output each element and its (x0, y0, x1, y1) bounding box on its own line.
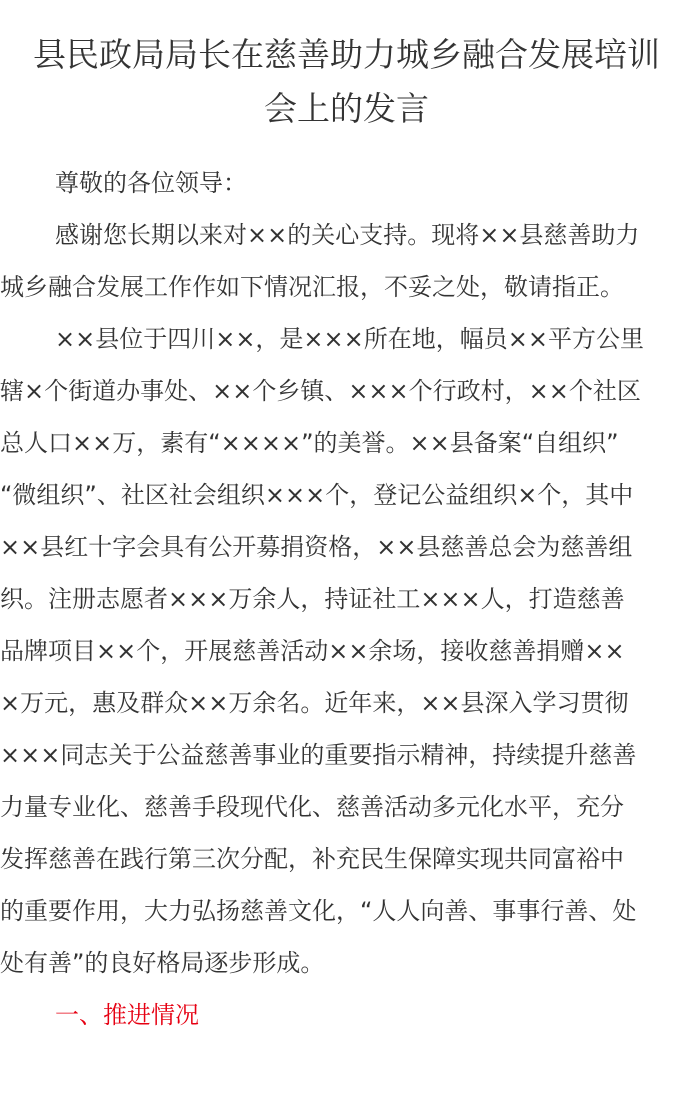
paragraph-2-line: “微组织”、社区社会组织×××个，登记公益组织×个，其中 (0, 481, 634, 509)
title-line-1: 县民政局局长在慈善助力城乡融合发展培训 (33, 35, 660, 74)
document-title (0, 28, 693, 136)
paragraph-2-line: 发挥慈善在践行第三次分配，补充民生保障实现共同富裕中 (0, 845, 624, 873)
document-body (0, 157, 693, 1041)
paragraph-2-line: ×万元，惠及群众××万余名。近年来，××县深入学习贯彻 (0, 689, 629, 717)
paragraph-2-line: 力量专业化、慈善手段现代化、慈善活动多元化水平，充分 (0, 793, 624, 821)
paragraph-2-line: ××县红十字会具有公开募捐资格，××县慈善总会为慈善组 (0, 533, 633, 561)
paragraph-2-line: ×××同志关于公益慈善事业的重要指示精神，持续提升慈善 (0, 741, 637, 769)
paragraph-2-line: 总人口××万，素有“××××”的美誉。××县备案“自组织” (0, 429, 619, 457)
title-line-2: 会上的发言 (264, 89, 429, 128)
paragraph-2-line: 辖×个街道办事处、××个乡镇、×××个行政村，××个社区 (0, 377, 641, 405)
paragraph-2-line: 的重要作用，大力弘扬慈善文化，“人人向善、事事行善、处 (0, 897, 637, 925)
paragraph-2-line: 织。注册志愿者×××万余人，持证社工×××人，打造慈善 (0, 585, 625, 613)
paragraph-1-line: 城乡融合发展工作作如下情况汇报，不妥之处，敬请指正。 (0, 273, 624, 301)
paragraph-1-line: 感谢您长期以来对××的关心支持。现将××县慈善助力 (55, 221, 640, 249)
paragraph-2-line: 品牌项目××个，开展慈善活动××余场，接收慈善捐赠×× (0, 637, 625, 665)
greeting: 尊敬的各位领导： (55, 169, 247, 197)
paragraph-2-line: 处有善”的良好格局逐步形成。 (0, 949, 325, 977)
paragraph-2-line: ××县位于四川××，是×××所在地，幅员××平方公里 (55, 325, 644, 353)
section-heading: 一、推进情况 (55, 1001, 199, 1029)
